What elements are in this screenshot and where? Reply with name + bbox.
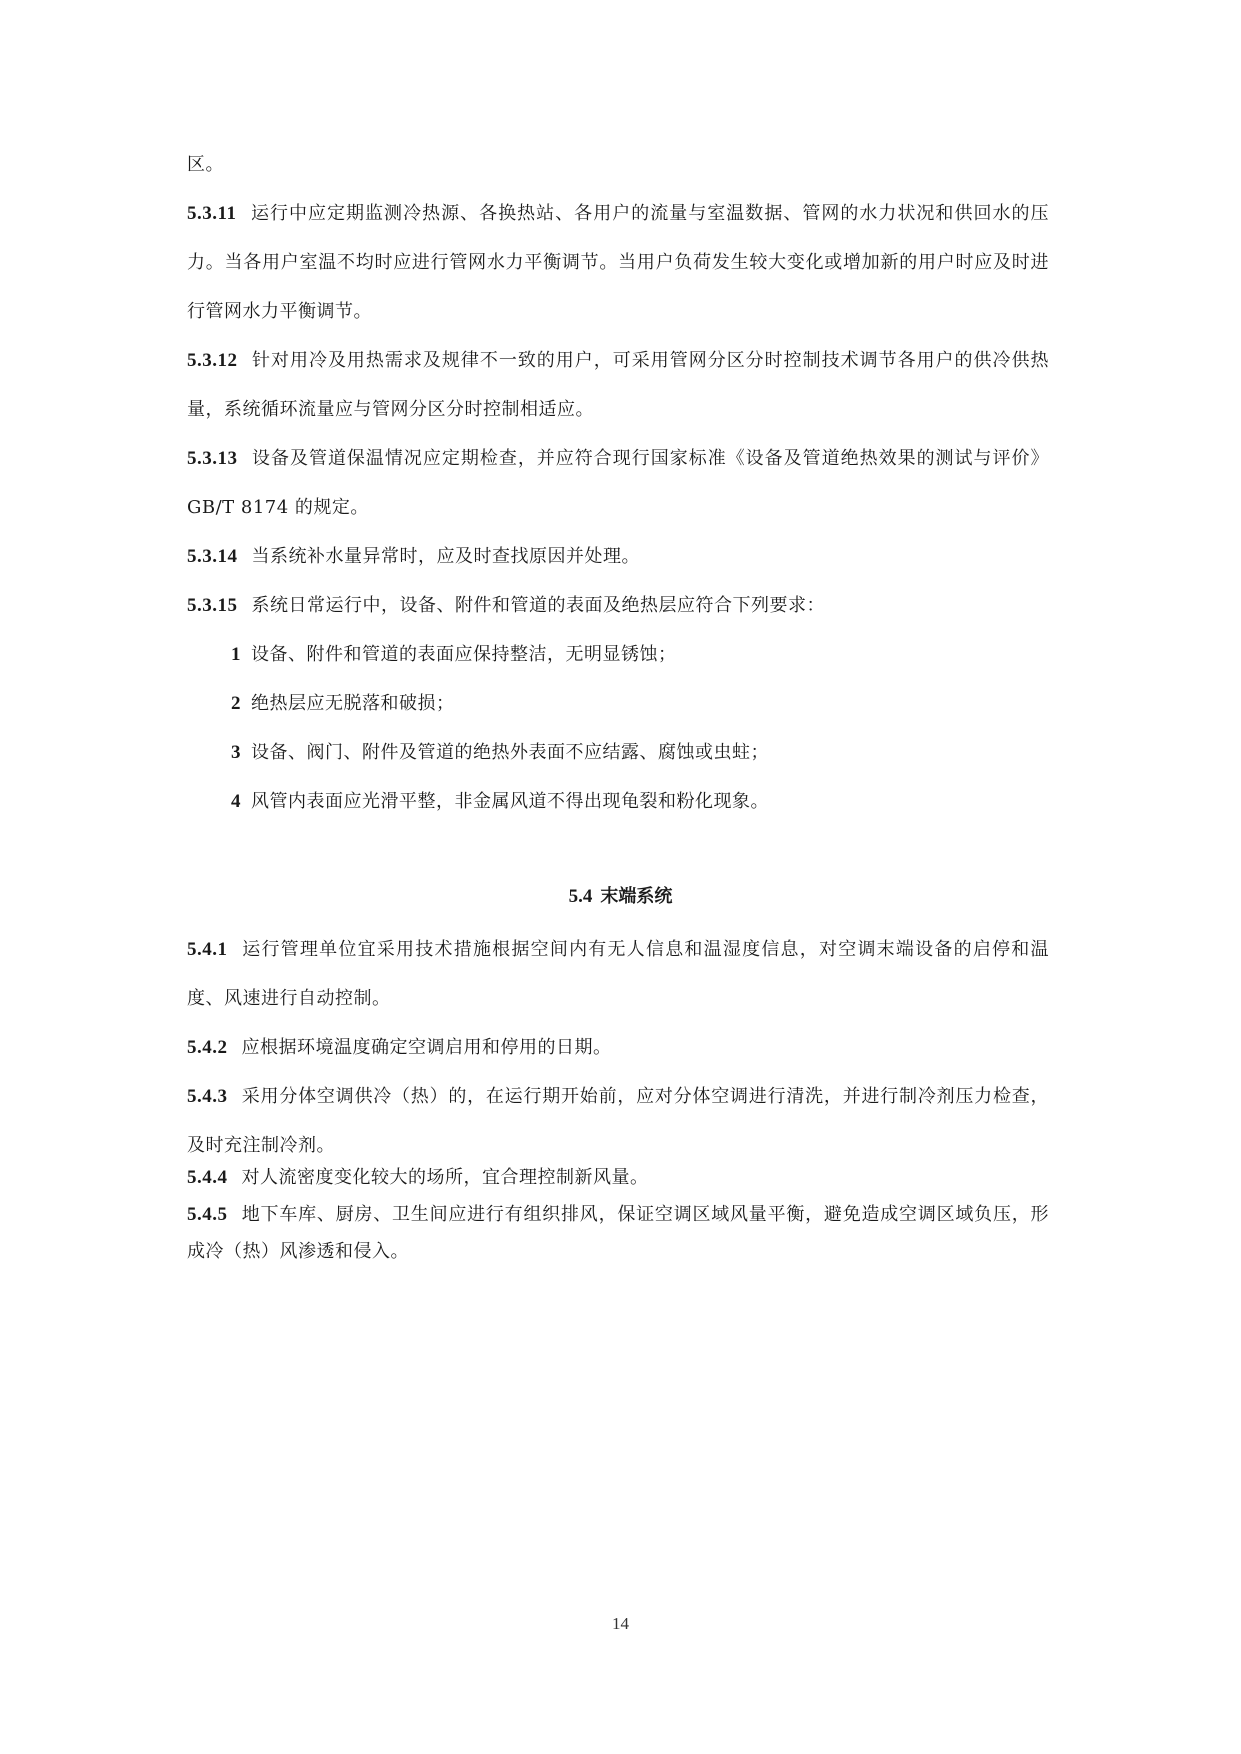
clause-5-3-14 bbox=[187, 532, 1049, 581]
clause-number: 5.3.14 bbox=[187, 546, 238, 567]
section-number: 5.4 bbox=[568, 886, 593, 907]
section-5-4-tail bbox=[187, 1159, 1049, 1270]
clause-5-4-1 bbox=[187, 925, 1049, 1023]
clause-number: 5.4.1 bbox=[187, 939, 228, 960]
item-text: 绝热层应无脱落和破损； bbox=[251, 693, 455, 714]
clause-number: 5.4.3 bbox=[187, 1086, 228, 1107]
continuation-text: 区。 bbox=[187, 154, 224, 175]
clause-text: 地下车库、厨房、卫生间应进行有组织排风，保证空调区域风量平衡，避免造成空调区域负压，形成冷（热）风渗透和侵入。 bbox=[187, 1204, 1049, 1262]
section-5-3-continued bbox=[187, 140, 1049, 826]
section-heading bbox=[0, 882, 1241, 908]
clause-text: 采用分体空调供冷（热）的，在运行期开始前，应对分体空调进行清洗，并进行制冷剂压力检查，及时充注制冷剂。 bbox=[187, 1086, 1049, 1156]
clause-text: 运行管理单位宜采用技术措施根据空间内有无人信息和温湿度信息，对空调末端设备的启停和温度、风速进行自动控制。 bbox=[187, 939, 1049, 1009]
list-item bbox=[187, 777, 1049, 826]
clause-number: 5.3.11 bbox=[187, 203, 237, 224]
clause-text: 应根据环境温度确定空调启用和停用的日期。 bbox=[241, 1037, 612, 1058]
clause-number: 5.4.5 bbox=[187, 1204, 228, 1225]
item-number: 2 bbox=[231, 693, 241, 714]
clause-5-3-11 bbox=[187, 189, 1049, 336]
item-text: 设备、阀门、附件及管道的绝热外表面不应结露、腐蚀或虫蛀； bbox=[251, 742, 769, 763]
clause-5-4-5 bbox=[187, 1196, 1049, 1270]
clause-text: 当系统补水量异常时，应及时查找原因并处理。 bbox=[251, 546, 640, 567]
clause-5-4-3 bbox=[187, 1072, 1049, 1170]
clause-5-3-13 bbox=[187, 434, 1049, 532]
clause-5-4-2 bbox=[187, 1023, 1049, 1072]
clause-text: 对人流密度变化较大的场所，宜合理控制新风量。 bbox=[241, 1167, 649, 1188]
clause-text: 系统日常运行中，设备、附件和管道的表面及绝热层应符合下列要求： bbox=[251, 595, 825, 616]
clause-5-4-4 bbox=[187, 1159, 1049, 1196]
clause-text: 运行中应定期监测冷热源、各换热站、各用户的流量与室温数据、管网的水力状况和供回水的压力。当各用户室温不均时应进行管网水力平衡调节。当用户负荷发生较大变化或增加新的用户时应及时进行管网水力平衡调节。 bbox=[187, 203, 1049, 322]
page-number: 14 bbox=[612, 1614, 629, 1633]
list-item bbox=[187, 728, 1049, 777]
item-number: 1 bbox=[231, 644, 241, 665]
section-5-4-body bbox=[187, 925, 1049, 1170]
clause-number: 5.3.15 bbox=[187, 595, 238, 616]
item-text: 设备、附件和管道的表面应保持整洁，无明显锈蚀； bbox=[251, 644, 677, 665]
clause-number: 5.3.13 bbox=[187, 448, 238, 469]
clause-text: 针对用冷及用热需求及规律不一致的用户，可采用管网分区分时控制技术调节各用户的供冷供热量，系统循环流量应与管网分区分时控制相适应。 bbox=[187, 350, 1049, 420]
clause-5-3-15 bbox=[187, 581, 1049, 630]
list-item bbox=[187, 679, 1049, 728]
section-title-text: 末端系统 bbox=[600, 886, 673, 907]
list-item bbox=[187, 630, 1049, 679]
clause-number: 5.4.2 bbox=[187, 1037, 228, 1058]
clause-text: 设备及管道保温情况应定期检查，并应符合现行国家标准《设备及管道绝热效果的测试与评价》GB/T 8174 的规定。 bbox=[187, 448, 1049, 518]
clause-number: 5.3.12 bbox=[187, 350, 238, 371]
item-number: 4 bbox=[231, 791, 241, 812]
clause-number: 5.4.4 bbox=[187, 1167, 228, 1188]
clause-5-3-12 bbox=[187, 336, 1049, 434]
item-number: 3 bbox=[231, 742, 241, 763]
item-text: 风管内表面应光滑平整，非金属风道不得出现龟裂和粉化现象。 bbox=[251, 791, 769, 812]
